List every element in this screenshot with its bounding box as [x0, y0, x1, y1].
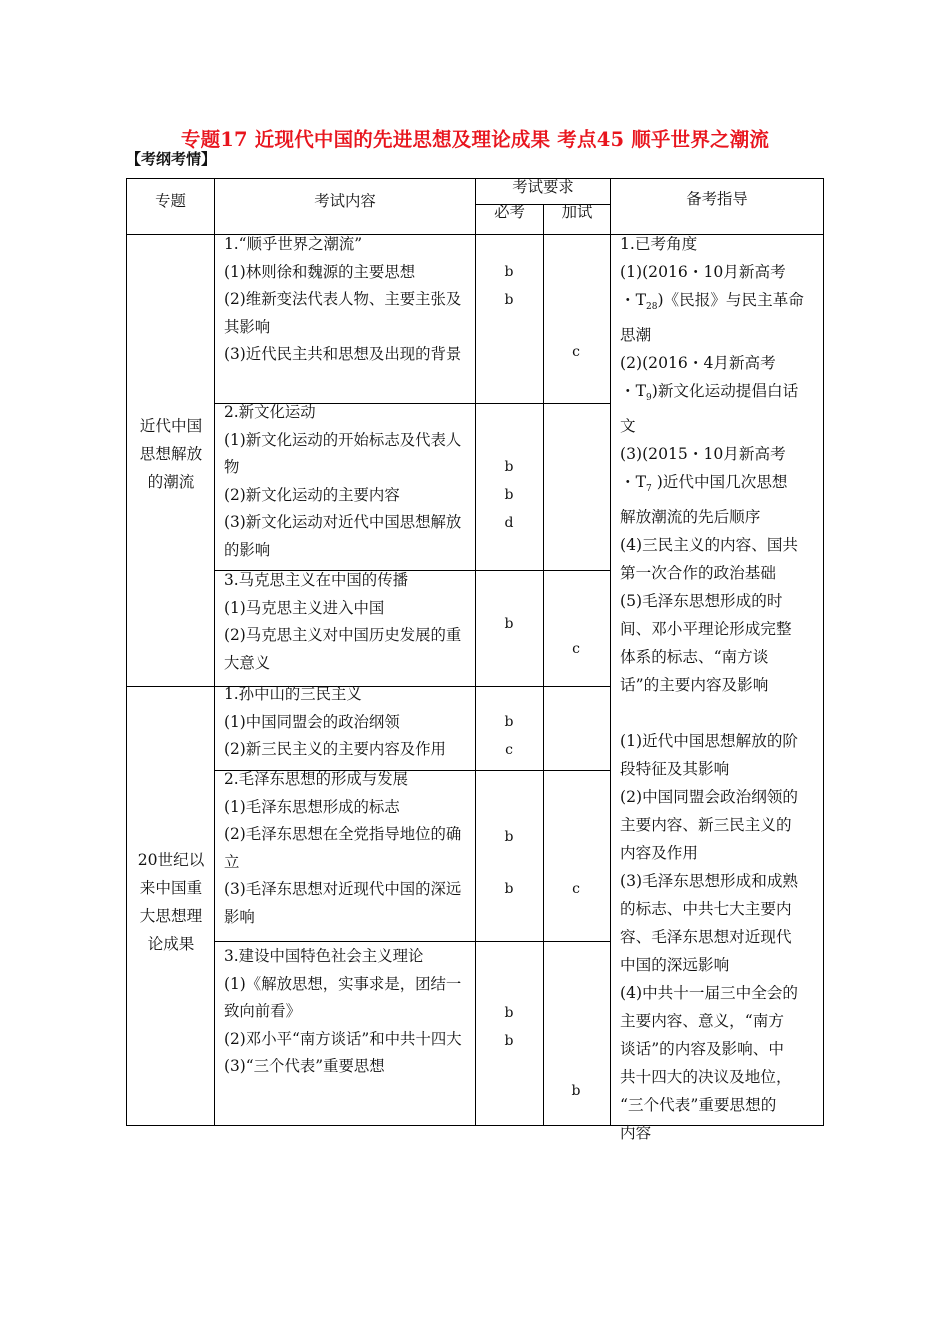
guide-line: 共十四大的决议及地位， — [620, 1068, 792, 1087]
section-heading: 3.建设中国特色社会主义理论 — [224, 947, 424, 965]
section-2-content — [224, 399, 470, 565]
required-mark: b — [504, 487, 514, 503]
header-required: 必考 — [494, 203, 525, 221]
guide-line: 谈话”的内容及影响、中 — [620, 1040, 784, 1059]
extra-mark: b — [571, 1083, 581, 1099]
guide-line: (4)三民主义的内容、国共 — [620, 536, 799, 555]
list-item: (1)《解放思想，实事求是，团结一致向前看》 — [224, 974, 462, 1021]
guide-line: (4)中共十一届三中全会的 — [620, 984, 799, 1003]
guide-line: 段特征及其影响 — [620, 760, 730, 779]
extra-mark: c — [572, 641, 580, 657]
required-mark: b — [504, 881, 514, 897]
guide-line: ・$T_7$ )近代中国几次思想 — [620, 473, 788, 495]
extra-mark: c — [572, 881, 580, 897]
guide-line: (3)毛泽东思想形成和成熟 — [620, 872, 799, 891]
guide-line: 内容 — [620, 1124, 652, 1143]
required-mark: b — [504, 292, 514, 308]
section-heading: 1.“顺乎世界之潮流” — [224, 235, 363, 253]
guide-line: (2)(2016・4月新高考 — [620, 354, 776, 373]
header-extra: 加试 — [561, 203, 593, 221]
guide-line: 1.已考角度 — [620, 235, 698, 253]
required-mark: b — [504, 714, 514, 730]
header-guide: 备考指导 — [686, 190, 748, 208]
guide-line: (2)中国同盟会政治纲领的 — [620, 788, 799, 807]
list-item: (1)林则徐和魏源的主要思想 — [224, 262, 416, 281]
required-mark: b — [504, 829, 514, 845]
section-6-content — [224, 943, 470, 1081]
header-requirement: 考试要求 — [512, 178, 574, 196]
guide-line: 中国的深远影响 — [620, 956, 730, 975]
section-4-content — [224, 681, 470, 764]
list-item: (2)新文化运动的主要内容 — [224, 485, 400, 504]
list-item: (2)马克思主义对中国历史发展的重大意义 — [224, 626, 462, 672]
list-item: (2)邓小平“南方谈话”和中共十四大 — [224, 1029, 462, 1048]
topic-20th-century-theory: 20世纪以来中国重大思想理论成果 — [137, 851, 205, 953]
guide-line: 体系的标志、“南方谈 — [620, 648, 769, 667]
required-mark: c — [505, 742, 513, 758]
header-content: 考试内容 — [314, 192, 376, 210]
list-item: (2)维新变法代表人物、主要主张及其影响 — [224, 290, 462, 336]
page-title: 专题17 近现代中国的先进思想及理论成果 考点45 顺乎世界之潮流 — [180, 128, 770, 151]
guide-line: 容、毛泽东思想对近现代 — [620, 928, 792, 947]
guide-line: 内容及作用 — [620, 844, 698, 863]
required-mark: b — [504, 1005, 514, 1021]
guide-line: 文 — [620, 417, 636, 436]
section-heading: 2.毛泽东思想的形成与发展 — [224, 770, 408, 788]
guide-line: 解放潮流的先后顺序 — [620, 508, 761, 527]
extra-mark: c — [572, 344, 580, 360]
list-item: (3)毛泽东思想对近现代中国的深远影响 — [224, 880, 462, 926]
guide-line: 思潮 — [620, 326, 652, 345]
section-heading: 1.孙中山的三民主义 — [224, 685, 362, 703]
list-item: (3)新文化运动对近代中国思想解放的影响 — [224, 513, 462, 559]
list-item: (2)毛泽东思想在全党指导地位的确立 — [224, 825, 462, 871]
guide-line: (3)(2015・10月新高考 — [620, 445, 786, 464]
guide-line: 主要内容、新三民主义的 — [620, 816, 792, 835]
guide-line: (1)近代中国思想解放的阶 — [620, 732, 799, 751]
section-heading: 2.新文化运动 — [224, 403, 316, 421]
required-mark: b — [504, 616, 514, 632]
section-5-content — [224, 766, 470, 932]
guide-line: (5)毛泽东思想形成的时 — [620, 592, 783, 611]
section-3-content — [224, 567, 470, 677]
list-item: (3)近代民主共和思想及出现的背景 — [224, 345, 462, 364]
list-item: (3)“三个代表”重要思想 — [224, 1057, 385, 1076]
required-mark: b — [504, 1033, 514, 1049]
list-item: (1)马克思主义进入中国 — [224, 598, 385, 617]
required-mark: b — [504, 264, 514, 280]
guide-line: “三个代表”重要思想的 — [620, 1096, 777, 1115]
header-topic: 专题 — [155, 192, 186, 210]
guide-line: ・$T_{28}$)《民报》与民主革命 — [620, 291, 804, 313]
section-1-content — [224, 231, 470, 369]
guide-line: 主要内容、意义，“南方 — [620, 1012, 784, 1031]
guide-line: 话”的主要内容及影响 — [620, 676, 769, 695]
section-subtitle: 【考纲考情】 — [126, 150, 217, 168]
list-item: (1)毛泽东思想形成的标志 — [224, 797, 400, 816]
guide-line: 间、邓小平理论形成完整 — [620, 620, 792, 639]
guide-line: 的标志、中共七大主要内 — [620, 900, 792, 919]
guide-line: (1)(2016・10月新高考 — [620, 263, 786, 281]
list-item: (2)新三民主义的主要内容及作用 — [224, 740, 446, 759]
required-mark: d — [504, 515, 514, 531]
section-heading: 3.马克思主义在中国的传播 — [224, 571, 408, 589]
required-mark: b — [504, 459, 514, 475]
guide-line: 第一次合作的政治基础 — [620, 564, 776, 583]
topic-modern-thought: 近代中国思想解放的潮流 — [139, 417, 203, 491]
exam-guide — [620, 230, 820, 1147]
list-item: (1)新文化运动的开始标志及代表人物 — [224, 430, 462, 477]
guide-line: ・$T_9$)新文化运动提倡白话 — [620, 382, 799, 404]
list-item: (1)中国同盟会的政治纲领 — [224, 712, 400, 731]
